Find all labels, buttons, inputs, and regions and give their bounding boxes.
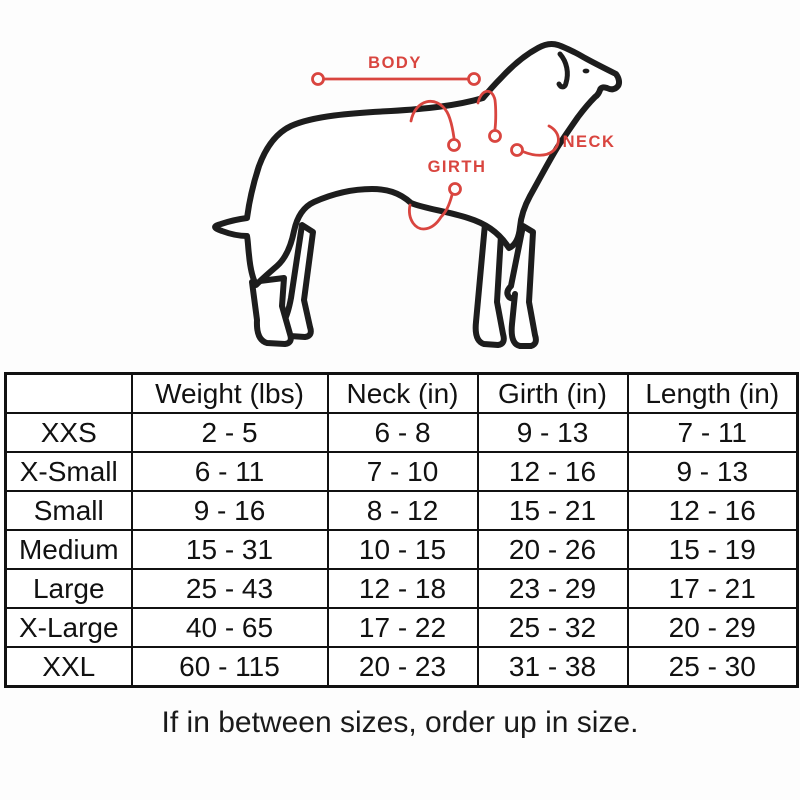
size-cell: Medium xyxy=(6,530,132,569)
girth-value-cell: 31 - 38 xyxy=(478,647,628,687)
withers-measure-endpoint xyxy=(490,131,501,142)
girth-measure-top-endpoint xyxy=(449,140,460,151)
neck-value-cell: 12 - 18 xyxy=(328,569,478,608)
weight-value-cell: 60 - 115 xyxy=(132,647,328,687)
size-cell: X-Large xyxy=(6,608,132,647)
table-row xyxy=(6,491,798,530)
length-value-cell: 25 - 30 xyxy=(628,647,798,687)
neck-value-cell: 20 - 23 xyxy=(328,647,478,687)
neck-value-cell: 7 - 10 xyxy=(328,452,478,491)
weight-value-cell: 40 - 65 xyxy=(132,608,328,647)
size-cell: X-Small xyxy=(6,452,132,491)
girth-measure-bottom-endpoint xyxy=(450,184,461,195)
table-row xyxy=(6,569,798,608)
length-value-cell: 15 - 19 xyxy=(628,530,798,569)
girth-label: GIRTH xyxy=(427,158,487,176)
size-cell: XXL xyxy=(6,647,132,687)
girth-value-cell: 12 - 16 xyxy=(478,452,628,491)
table-row xyxy=(6,530,798,569)
column-header-neck: Neck (in) xyxy=(328,374,478,414)
length-value-cell: 17 - 21 xyxy=(628,569,798,608)
body-measure-endpoint-left xyxy=(313,74,324,85)
column-header-size xyxy=(6,374,132,414)
table-row xyxy=(6,452,798,491)
girth-value-cell: 15 - 21 xyxy=(478,491,628,530)
girth-value-cell: 20 - 26 xyxy=(478,530,628,569)
column-header-weight: Weight (lbs) xyxy=(132,374,328,414)
body-label: BODY xyxy=(368,54,422,72)
neck-value-cell: 17 - 22 xyxy=(328,608,478,647)
body-measure-endpoint-right xyxy=(469,74,480,85)
size-cell: Small xyxy=(6,491,132,530)
footer-note: If in between sizes, order up in size. xyxy=(161,706,639,739)
girth-value-cell: 9 - 13 xyxy=(478,413,628,452)
table-row xyxy=(6,647,798,687)
weight-value-cell: 15 - 31 xyxy=(132,530,328,569)
girth-value-cell: 23 - 29 xyxy=(478,569,628,608)
size-table xyxy=(4,372,799,688)
neck-value-cell: 8 - 12 xyxy=(328,491,478,530)
size-cell: Large xyxy=(6,569,132,608)
dog-near-hind-leg xyxy=(252,278,291,344)
length-value-cell: 7 - 11 xyxy=(628,413,798,452)
size-cell: XXS xyxy=(6,413,132,452)
neck-measure-endpoint xyxy=(512,145,523,156)
column-header-girth: Girth (in) xyxy=(478,374,628,414)
neck-value-cell: 6 - 8 xyxy=(328,413,478,452)
weight-value-cell: 25 - 43 xyxy=(132,569,328,608)
length-value-cell: 9 - 13 xyxy=(628,452,798,491)
size-table-body xyxy=(6,413,798,687)
weight-value-cell: 2 - 5 xyxy=(132,413,328,452)
neck-value-cell: 10 - 15 xyxy=(328,530,478,569)
table-row xyxy=(6,608,798,647)
column-header-length: Length (in) xyxy=(628,374,798,414)
girth-value-cell: 25 - 32 xyxy=(478,608,628,647)
length-value-cell: 20 - 29 xyxy=(628,608,798,647)
dog-eye-icon xyxy=(583,69,590,74)
size-table-header-row xyxy=(6,374,798,414)
table-row xyxy=(6,413,798,452)
weight-value-cell: 9 - 16 xyxy=(132,491,328,530)
dog-measurement-diagram xyxy=(0,0,800,372)
length-value-cell: 12 - 16 xyxy=(628,491,798,530)
neck-label: NECK xyxy=(562,133,616,151)
weight-value-cell: 6 - 11 xyxy=(132,452,328,491)
